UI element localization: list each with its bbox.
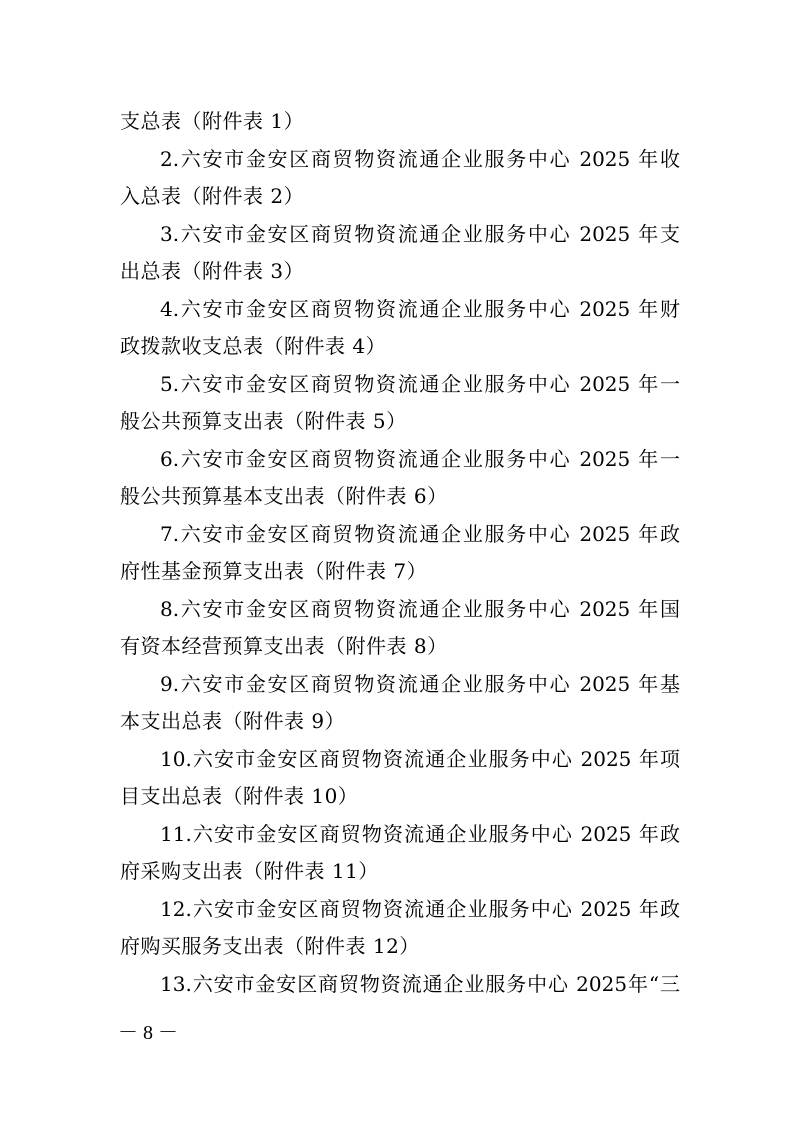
text-line: 府采购支出表（附件表 11） <box>120 859 379 883</box>
text-line: 4.六安市金安区商贸物资流通企业服务中心 2025 年财 <box>160 296 680 321</box>
text-line: 有资本经营预算支出表（附件表 8） <box>120 634 448 658</box>
document-body <box>120 103 680 1003</box>
text-line: 府购买服务支出表（附件表 12） <box>120 934 420 958</box>
text-line: 6.六安市金安区商贸物资流通企业服务中心 2025 年一 <box>160 446 680 471</box>
text-line: 13.六安市金安区商贸物资流通企业服务中心 2025年“三 <box>160 971 680 996</box>
text-line: 11.六安市金安区商贸物资流通企业服务中心 2025 年政 <box>160 821 680 846</box>
text-line: 般公共预算基本支出表（附件表 6） <box>120 484 448 508</box>
text-line: 目支出总表（附件表 10） <box>120 784 359 808</box>
text-line: 本支出总表（附件表 9） <box>120 709 346 733</box>
text-line: 9.六安市金安区商贸物资流通企业服务中心 2025 年基 <box>160 671 680 696</box>
text-line: 政拨款收支总表（附件表 4） <box>120 334 387 358</box>
text-line: 12.六安市金安区商贸物资流通企业服务中心 2025 年政 <box>160 896 680 921</box>
text-line: 3.六安市金安区商贸物资流通企业服务中心 2025 年支 <box>160 221 680 246</box>
text-line: 8.六安市金安区商贸物资流通企业服务中心 2025 年国 <box>160 596 680 621</box>
text-line: 支总表（附件表 1） <box>120 109 305 133</box>
text-line: 2.六安市金安区商贸物资流通企业服务中心 2025 年收 <box>160 146 680 171</box>
text-line: 7.六安市金安区商贸物资流通企业服务中心 2025 年政 <box>160 521 680 546</box>
text-line: 府性基金预算支出表（附件表 7） <box>120 559 428 583</box>
text-line: 出总表（附件表 3） <box>120 259 305 283</box>
text-line: 般公共预算支出表（附件表 5） <box>120 409 407 433</box>
text-line: 5.六安市金安区商贸物资流通企业服务中心 2025 年一 <box>160 371 680 396</box>
text-line: 入总表（附件表 2） <box>120 184 305 208</box>
text-line: 10.六安市金安区商贸物资流通企业服务中心 2025 年项 <box>160 746 680 771</box>
page-number: － 8 － <box>118 1022 178 1044</box>
